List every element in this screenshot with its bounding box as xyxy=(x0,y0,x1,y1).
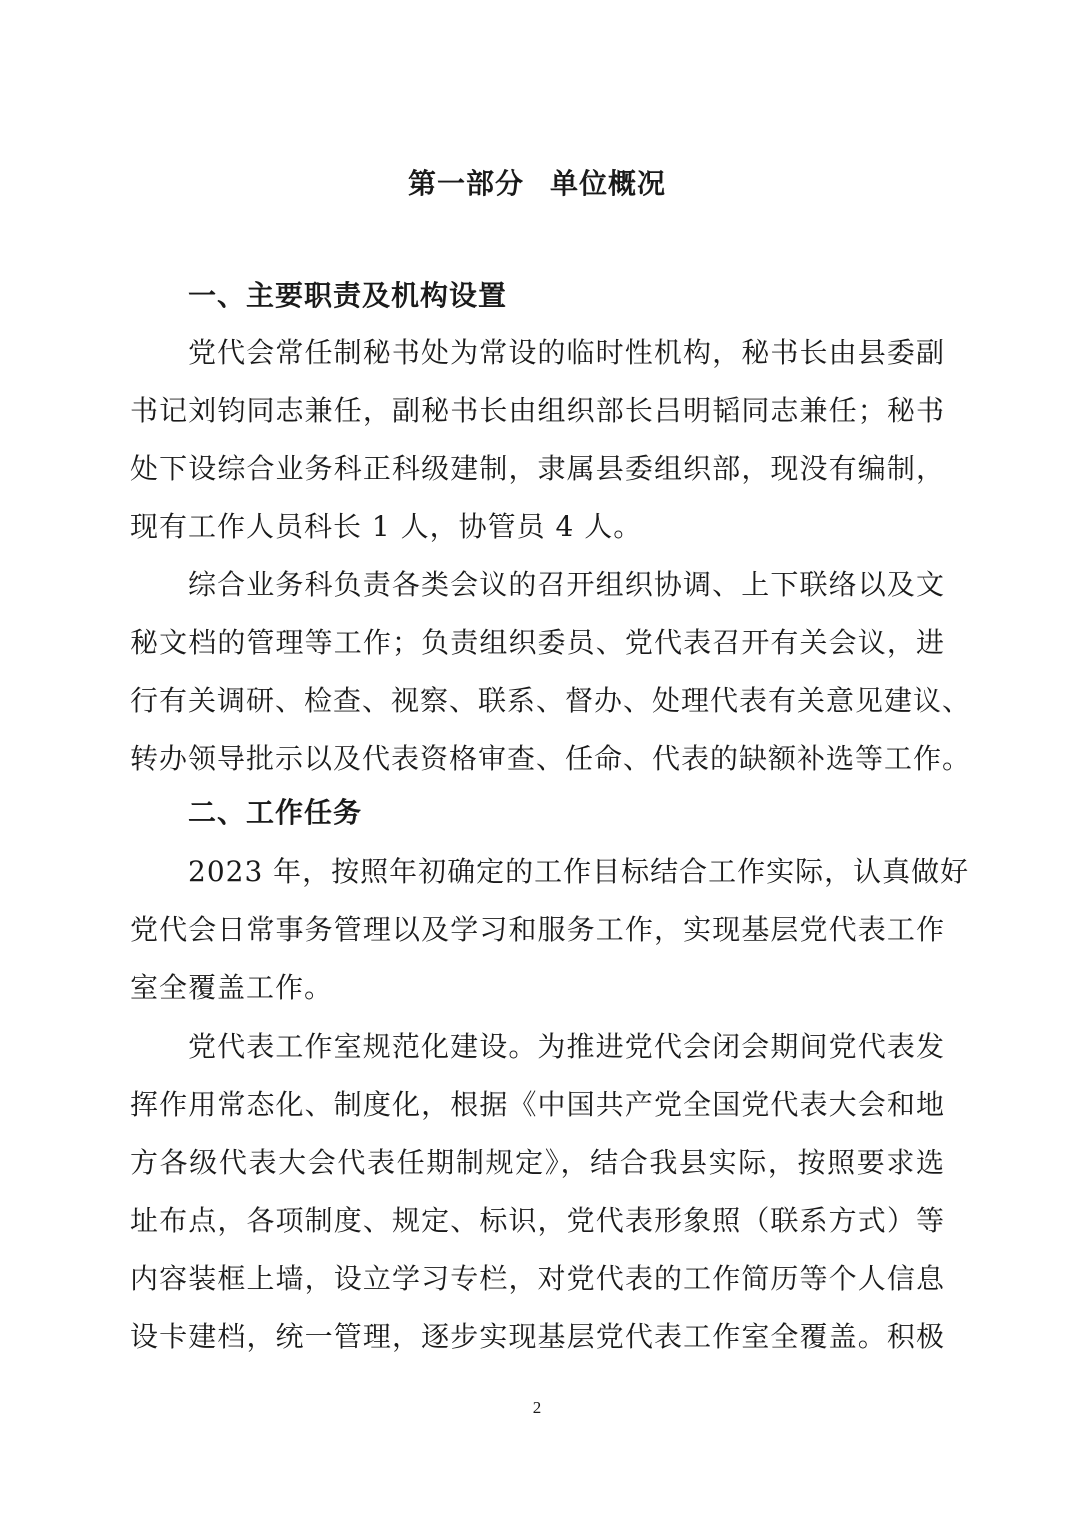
text-line: 书记刘钧同志兼任，副秘书长由组织部长吕明韬同志兼任；秘书 xyxy=(130,394,945,427)
paragraph-workroom-construction xyxy=(130,1018,945,1366)
part-title xyxy=(0,162,1074,206)
text-line: 转办领导批示以及代表资格审查、任命、代表的缺额补选等工作。 xyxy=(130,742,972,775)
paragraph-responsibilities xyxy=(130,556,972,788)
text-line: 址布点，各项制度、规定、标识，党代表形象照（联系方式）等 xyxy=(130,1204,945,1237)
paragraph-organization xyxy=(130,324,945,556)
page-number: 2 xyxy=(532,1398,542,1417)
text-line: 处下设综合业务科正科级建制，隶属县委组织部，现没有编制， xyxy=(130,452,945,485)
text-line: 室全覆盖工作。 xyxy=(130,971,334,1004)
part-label: 第一部分 xyxy=(407,167,524,200)
text-line: 设卡建档，统一管理，逐步实现基层党代表工作室全覆盖。积极 xyxy=(130,1320,945,1353)
text-line: 2023 年，按照年初确定的工作目标结合工作实际，认真做好 xyxy=(188,855,970,888)
section-heading-duties: 一、主要职责及机构设置 xyxy=(188,279,508,312)
text-line: 挥作用常态化、制度化，根据《中国共产党全国党代表大会和地 xyxy=(130,1088,945,1121)
text-line: 党代会日常事务管理以及学习和服务工作，实现基层党代表工作 xyxy=(130,913,945,946)
text-line: 综合业务科负责各类会议的召开组织协调、上下联络以及文 xyxy=(188,568,945,601)
text-line: 行有关调研、检查、视察、联系、督办、处理代表有关意见建议、 xyxy=(130,684,972,717)
section-heading-tasks: 二、工作任务 xyxy=(188,796,363,829)
part-name: 单位概况 xyxy=(550,167,667,200)
text-line: 内容装框上墙，设立学习专栏，对党代表的工作简历等个人信息 xyxy=(130,1262,945,1295)
paragraph-2023-tasks xyxy=(130,843,970,1017)
text-line: 党代会常任制秘书处为常设的临时性机构，秘书长由县委副 xyxy=(188,336,945,369)
text-line: 方各级代表大会代表任期制规定》，结合我县实际，按照要求选 xyxy=(130,1146,945,1179)
text-line: 党代表工作室规范化建设。为推进党代会闭会期间党代表发 xyxy=(188,1030,945,1063)
text-line: 现有工作人员科长 1 人，协管员 4 人。 xyxy=(130,510,643,543)
text-line: 秘文档的管理等工作；负责组织委员、党代表召开有关会议，进 xyxy=(130,626,945,659)
